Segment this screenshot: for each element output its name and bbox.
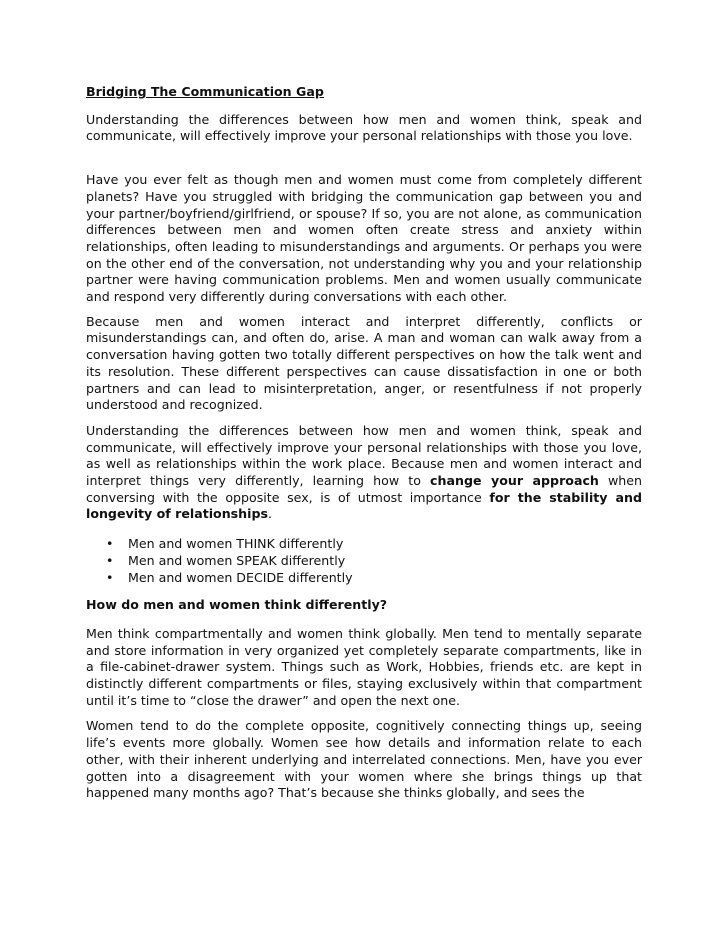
bullet-list [86, 535, 642, 586]
paragraph-4: Men think compartmentally and women think globally. Men tend to mentally separate and store information in very organized yet completely separate compartments, like in a file-cabinet-drawer system. Things such as Work, Hobbies, friends etc. are kept in distinctly different compartments or files, staying exclusively within that compartment until it’s time to “close the drawer” and open the next one. [86, 625, 642, 708]
bullet-icon: • [106, 536, 114, 552]
paragraph-3-text-b: when conversing with the opposite sex, is of utmost importance [86, 473, 643, 505]
bold-stability-longevity: for the stability and longevity of relationships [86, 489, 642, 522]
list-item-text: Men and women DECIDE differently [128, 570, 353, 586]
list-item [86, 535, 642, 552]
paragraph-3-text-c: . [267, 506, 272, 522]
paragraph-2: Because men and women interact and interpret differently, conflicts or misunderstandings can, and often do, arise. A man and woman can walk away from a conversation having gotten two totally different perspectives on how the talk went and its resolution. These different perspectives can cause dissatisfaction in one or both partners and can lead to misinterpretation, anger, or resentfulness if not properly understood and recognized. [86, 313, 642, 413]
list-item [86, 569, 642, 586]
document-title: Bridging The Communication Gap [86, 84, 324, 99]
list-item-text: Men and women SPEAK differently [128, 553, 346, 569]
paragraph-5: Women tend to do the complete opposite, cognitively connecting things up, seeing life’s events more globally. Women see how details and information relate to each other, with their inherent underlying and interrelated connections. Men, have you ever gotten into a disagreement with your women where she brings things up that happened many months ago? That’s because she thinks globally, and sees the [86, 718, 642, 801]
document-page [86, 84, 642, 802]
bullet-icon: • [106, 570, 114, 586]
bullet-icon: • [106, 553, 114, 569]
bold-change-your-approach: change your approach [430, 473, 599, 489]
intro-paragraph: Understanding the differences between how men and women think, speak and communicate, will effectively improve your personal relationships with those you love. [86, 111, 642, 144]
paragraph-3 [86, 423, 642, 523]
paragraph-3-text-a: Understanding the differences between how men and women think, speak and communicate, will effectively improve your personal relationships with those you love, as well as relationships within the work place. Because men and women interact and interpret things very differently, learning how to [86, 422, 642, 489]
section-heading: How do men and women think differently? [86, 597, 388, 613]
paragraph-1: Have you ever felt as though men and women must come from completely different planets? Have you struggled with bridging the communication gap between you and your partner/boyfriend/girlfriend, or spouse? If so, you are not alone, as communication differences between men and women often create stress and anxiety within relationships, often leading to misunderstandings and arguments. Or perhaps you were on the other end of the conversation, not understanding why you and your relationship partner were having communication problems. Men and women usually communicate and respond very differently during conversations with each other. [86, 172, 642, 305]
list-item-text: Men and women THINK differently [128, 536, 344, 552]
list-item [86, 552, 642, 569]
